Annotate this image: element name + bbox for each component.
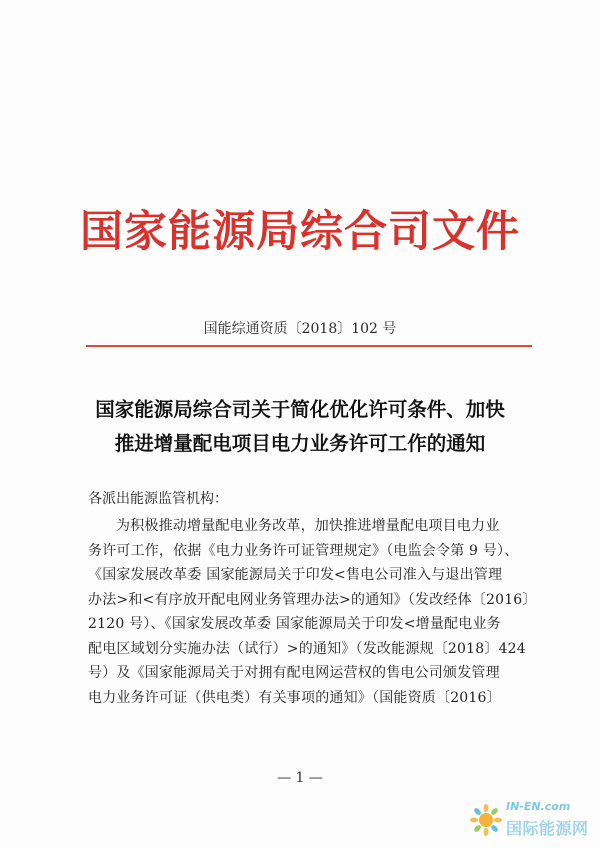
page-number: — 1 —	[277, 770, 323, 786]
salutation: 各派出能源监管机构：	[88, 491, 228, 507]
body-line: 电力业务许可证（供电类）有关事项的通知》（国能资质〔2016〕	[88, 689, 501, 706]
body-paragraph	[88, 514, 537, 710]
watermark-site: IN-EN.com	[506, 800, 571, 813]
body-line: 务许可工作，依据《电力业务许可证管理规定》（电监会令第 9 号）、	[88, 542, 519, 559]
red-divider-line	[86, 345, 532, 347]
watermark	[468, 796, 598, 842]
body-line: 为积极推动增量配电业务改革，加快推进增量配电项目电力业	[116, 518, 500, 534]
sun-logo-icon	[468, 802, 504, 838]
document-header-title: 国家能源局综合司文件	[80, 207, 520, 257]
body-line: 办法>和<有序放开配电网业务管理办法>的通知》（发改经体〔2016〕	[88, 591, 537, 608]
body-line: 《国家发展改革委 国家能源局关于印发<售电公司准入与退出管理	[88, 567, 503, 583]
notice-title-line: 国家能源局综合司关于简化优化许可条件、加快	[95, 398, 505, 421]
body-line: 配电区域划分实施办法（试行）>的通知》（发改能源规〔2018〕424	[88, 640, 526, 657]
notice-title-line: 推进增量配电项目电力业务许可工作的通知	[114, 432, 486, 455]
document-number: 国能综通资质〔2018〕102 号	[203, 321, 397, 337]
body-line: 2120 号）、《国家发展改革委 国家能源局关于印发<增量配电业务	[88, 616, 501, 632]
notice-title	[0, 393, 600, 461]
watermark-name: 国际能源网	[506, 819, 589, 838]
body-line: 号）及《国家能源局关于对拥有配电网运营权的售电公司颁发管理	[88, 665, 500, 681]
